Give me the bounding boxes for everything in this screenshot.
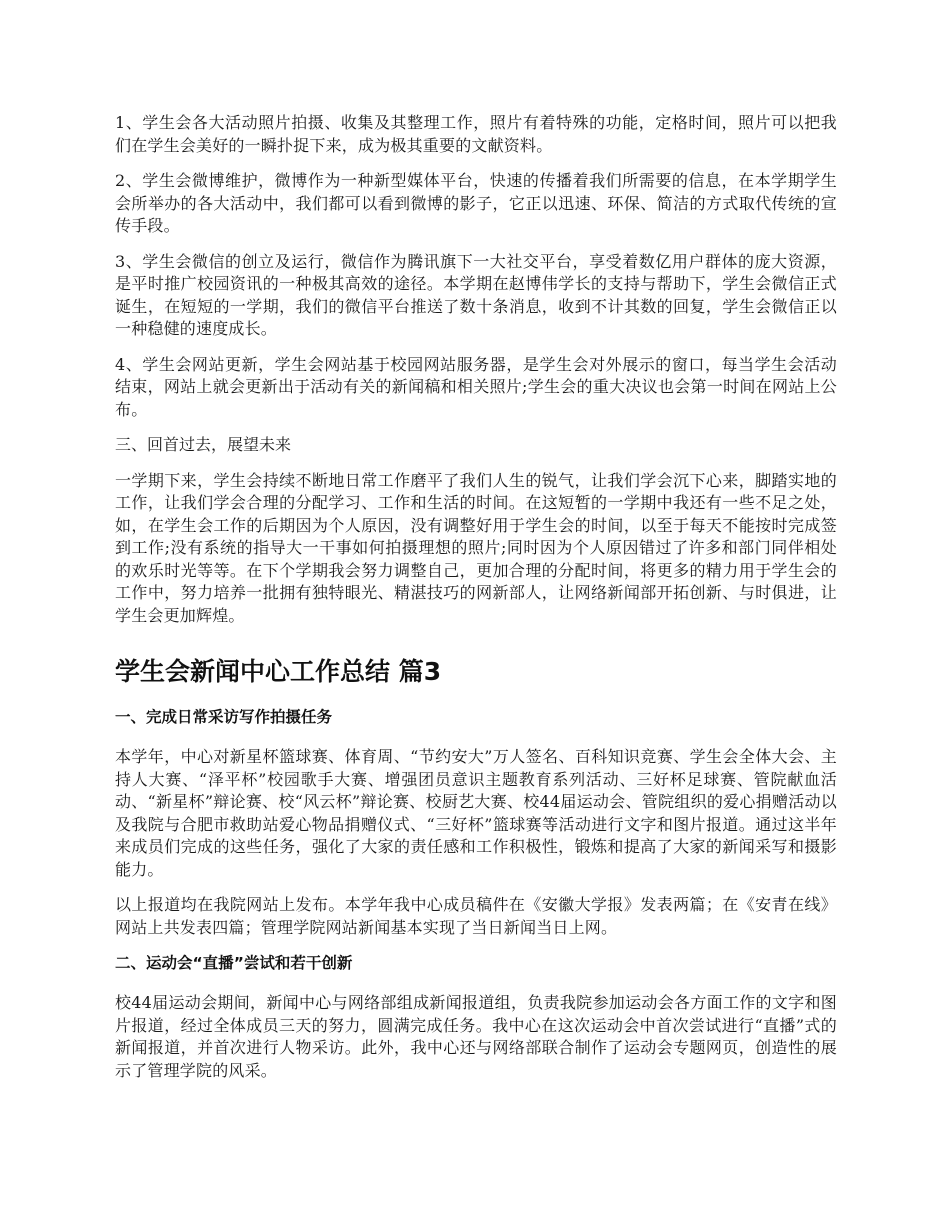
list-item: 2、学生会微博维护，微博作为一种新型媒体平台，快速的传播着我们所需要的信息，在本学期学生会所举办的各大活动中，我们都可以看到微博的影子，它正以迅速、环保、简洁的方式取代传统的宣传手段。: [115, 171, 837, 235]
list-item: 1、学生会各大活动照片拍摄、收集及其整理工作，照片有着特殊的功能，定格时间，照片可以把我们在学生会美好的一瞬扑捉下来，成为极其重要的文献资料。: [115, 113, 837, 155]
paragraph-publications: 以上报道均在我院网站上发布。本学年我中心成员稿件在《安徽大学报》发表两篇；在《安青在线》网站上共发表四篇；管理学院网站新闻基本实现了当日新闻当日上网。: [115, 895, 837, 937]
review-paragraph: 一学期下来，学生会持续不断地日常工作磨平了我们人生的锐气，让我们学会沉下心来，脚踏实地的工作，让我们学会合理的分配学习、工作和生活的时间。在这短暂的一学期中我还有一些不足之处，如，在学生会工作的后期因为个人原因，没有调整好用于学生会的时间，以至于每天不能按时完成签到工作;没有系统的指导大一干事如何拍摄理想的照片;同时因为个人原因错过了许多和部门同伴相处的欢乐时光等等。在下个学期我会努力调整自己，更加合理的分配时间，将更多的精力用于学生会的工作中，努力培养一批拥有独特眼光、精湛技巧的网新部人，让网络新闻部开拓创新、与时俱进，让学生会更加辉煌。: [115, 470, 837, 625]
list-item: 4、学生会网站更新，学生会网站基于校园网站服务器，是学生会对外展示的窗口，每当学生会活动结束，网站上就会更新出于活动有关的新闻稿和相关照片;学生会的重大决议也会第一时间在网站上公布。: [115, 354, 837, 419]
subheading-sports-live: 二、运动会“直播”尝试和若干创新: [115, 954, 353, 972]
list-item: 3、学生会微信的创立及运行，微信作为腾讯旗下一大社交平台，享受着数亿用户群体的庞大资源，是平时推广校园资讯的一种极其高效的途径。本学期在赵博伟学长的支持与帮助下，学生会微信正式诞生，在短短的一学期，我们的微信平台推送了数十条消息，收到不计其数的回复，学生会微信正以一种稳健的速度成长。: [115, 251, 837, 338]
section-heading-review: 三、回首过去，展望未来: [115, 435, 292, 454]
document-page: [115, 112, 837, 1095]
article-title: 学生会新闻中心工作总结 篇3: [115, 657, 442, 686]
paragraph-activities: 本学年，中心对新星杯篮球赛、体育周、“节约安大”万人签名、百科知识竞赛、学生会全体大会、主持人大赛、“泽平杯”校园歌手大赛、增强团员意识主题教育系列活动、三好杯足球赛、管院献血活动、“新星杯”辩论赛、校“风云杯”辩论赛、校厨艺大赛、校44届运动会、管院组织的爱心捐赠活动以及我院与合肥市救助站爱心物品捐赠仪式、“三好杯”篮球赛等活动进行文字和图片报道。通过这半年来成员们完成的这些任务，强化了大家的责任感和工作积极性，锻炼和提高了大家的新闻采写和摄影能力。: [115, 747, 837, 879]
paragraph-sports-meet: 校44届运动会期间，新闻中心与网络部组成新闻报道组，负责我院参加运动会各方面工作的文字和图片报道，经过全体成员三天的努力，圆满完成任务。我中心在这次运动会中首次尝试进行“直播”式的新闻报道，并首次进行人物采访。此外，我中心还与网络部联合制作了运动会专题网页，创造性的展示了管理学院的风采。: [115, 993, 837, 1080]
subheading-daily-tasks: 一、完成日常采访写作拍摄任务: [115, 708, 333, 726]
